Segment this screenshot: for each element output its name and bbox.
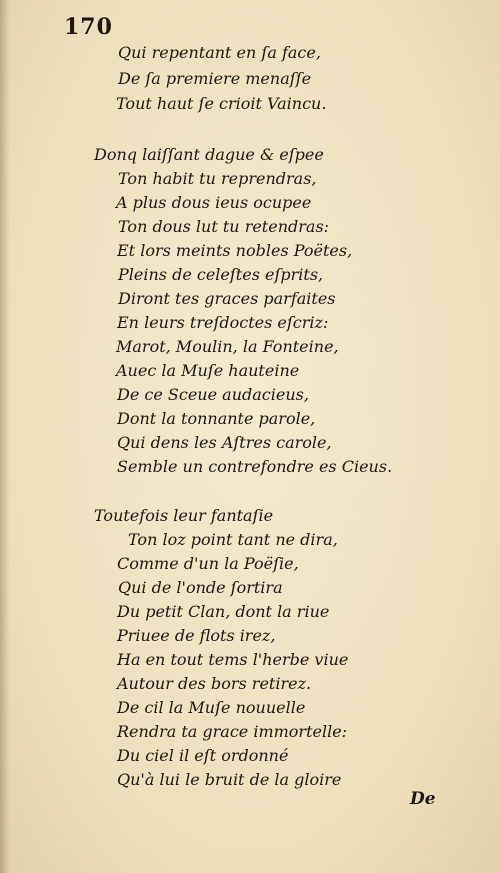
verse-line: Autour des bors retirez. bbox=[117, 674, 312, 693]
page-number: 170 bbox=[64, 14, 113, 40]
verse-line: De ſa premiere menaſſe bbox=[118, 69, 312, 88]
verse-line: Du petit Clan, dont la riue bbox=[117, 602, 330, 621]
verse-line: Marot, Moulin, la Fonteine, bbox=[116, 337, 339, 356]
verse-line: Comme d'un la Poëſie, bbox=[117, 554, 299, 573]
verse-line: Auec la Muſe hauteine bbox=[116, 361, 300, 380]
verse-line: Du ciel il eſt ordonné bbox=[117, 746, 289, 765]
verse-line: A plus dous ieus ocupee bbox=[116, 193, 312, 212]
verse-line: Priuee de flots irez, bbox=[117, 626, 276, 645]
verse-line: Et lors meints nobles Poëtes, bbox=[117, 241, 353, 260]
verse-line: De ce Sceue audacieus, bbox=[117, 385, 309, 404]
verse-line: Tout haut ſe crioit Vaincu. bbox=[116, 94, 327, 113]
verse-line: Rendra ta grace immortelle: bbox=[117, 722, 348, 741]
verse-line: Diront tes graces parfaites bbox=[118, 289, 336, 308]
verse-line: Qui repentant en ſa face, bbox=[118, 43, 321, 62]
verse-line: Qu'à lui le bruit de la gloire bbox=[117, 770, 342, 789]
verse-line: Ton habit tu reprendras, bbox=[118, 169, 317, 188]
verse-line: En leurs treſdoctes eſcriz: bbox=[117, 313, 329, 332]
verse-line: Qui dens les Aſtres carole, bbox=[117, 433, 332, 452]
verse-line: Ton loz point tant ne dira, bbox=[128, 530, 338, 549]
verse-line: Toutefois leur fantaſie bbox=[94, 506, 274, 525]
verse-line: Pleins de celeſtes eſprits, bbox=[118, 265, 324, 284]
verse-line: Donq laiſſant dague & eſpee bbox=[94, 145, 324, 164]
verse-line: Ha en tout tems l'herbe viue bbox=[117, 650, 349, 669]
catchword: De bbox=[410, 789, 436, 809]
verse-line: Ton dous lut tu retendras: bbox=[118, 217, 330, 236]
verse-line: Qui de l'onde ſortira bbox=[118, 578, 283, 597]
verse-line: Dont la tonnante parole, bbox=[117, 409, 316, 428]
verse-line: De cil la Muſe nouuelle bbox=[117, 698, 306, 717]
verse-line: Semble un contrefondre es Cieus. bbox=[117, 457, 393, 476]
